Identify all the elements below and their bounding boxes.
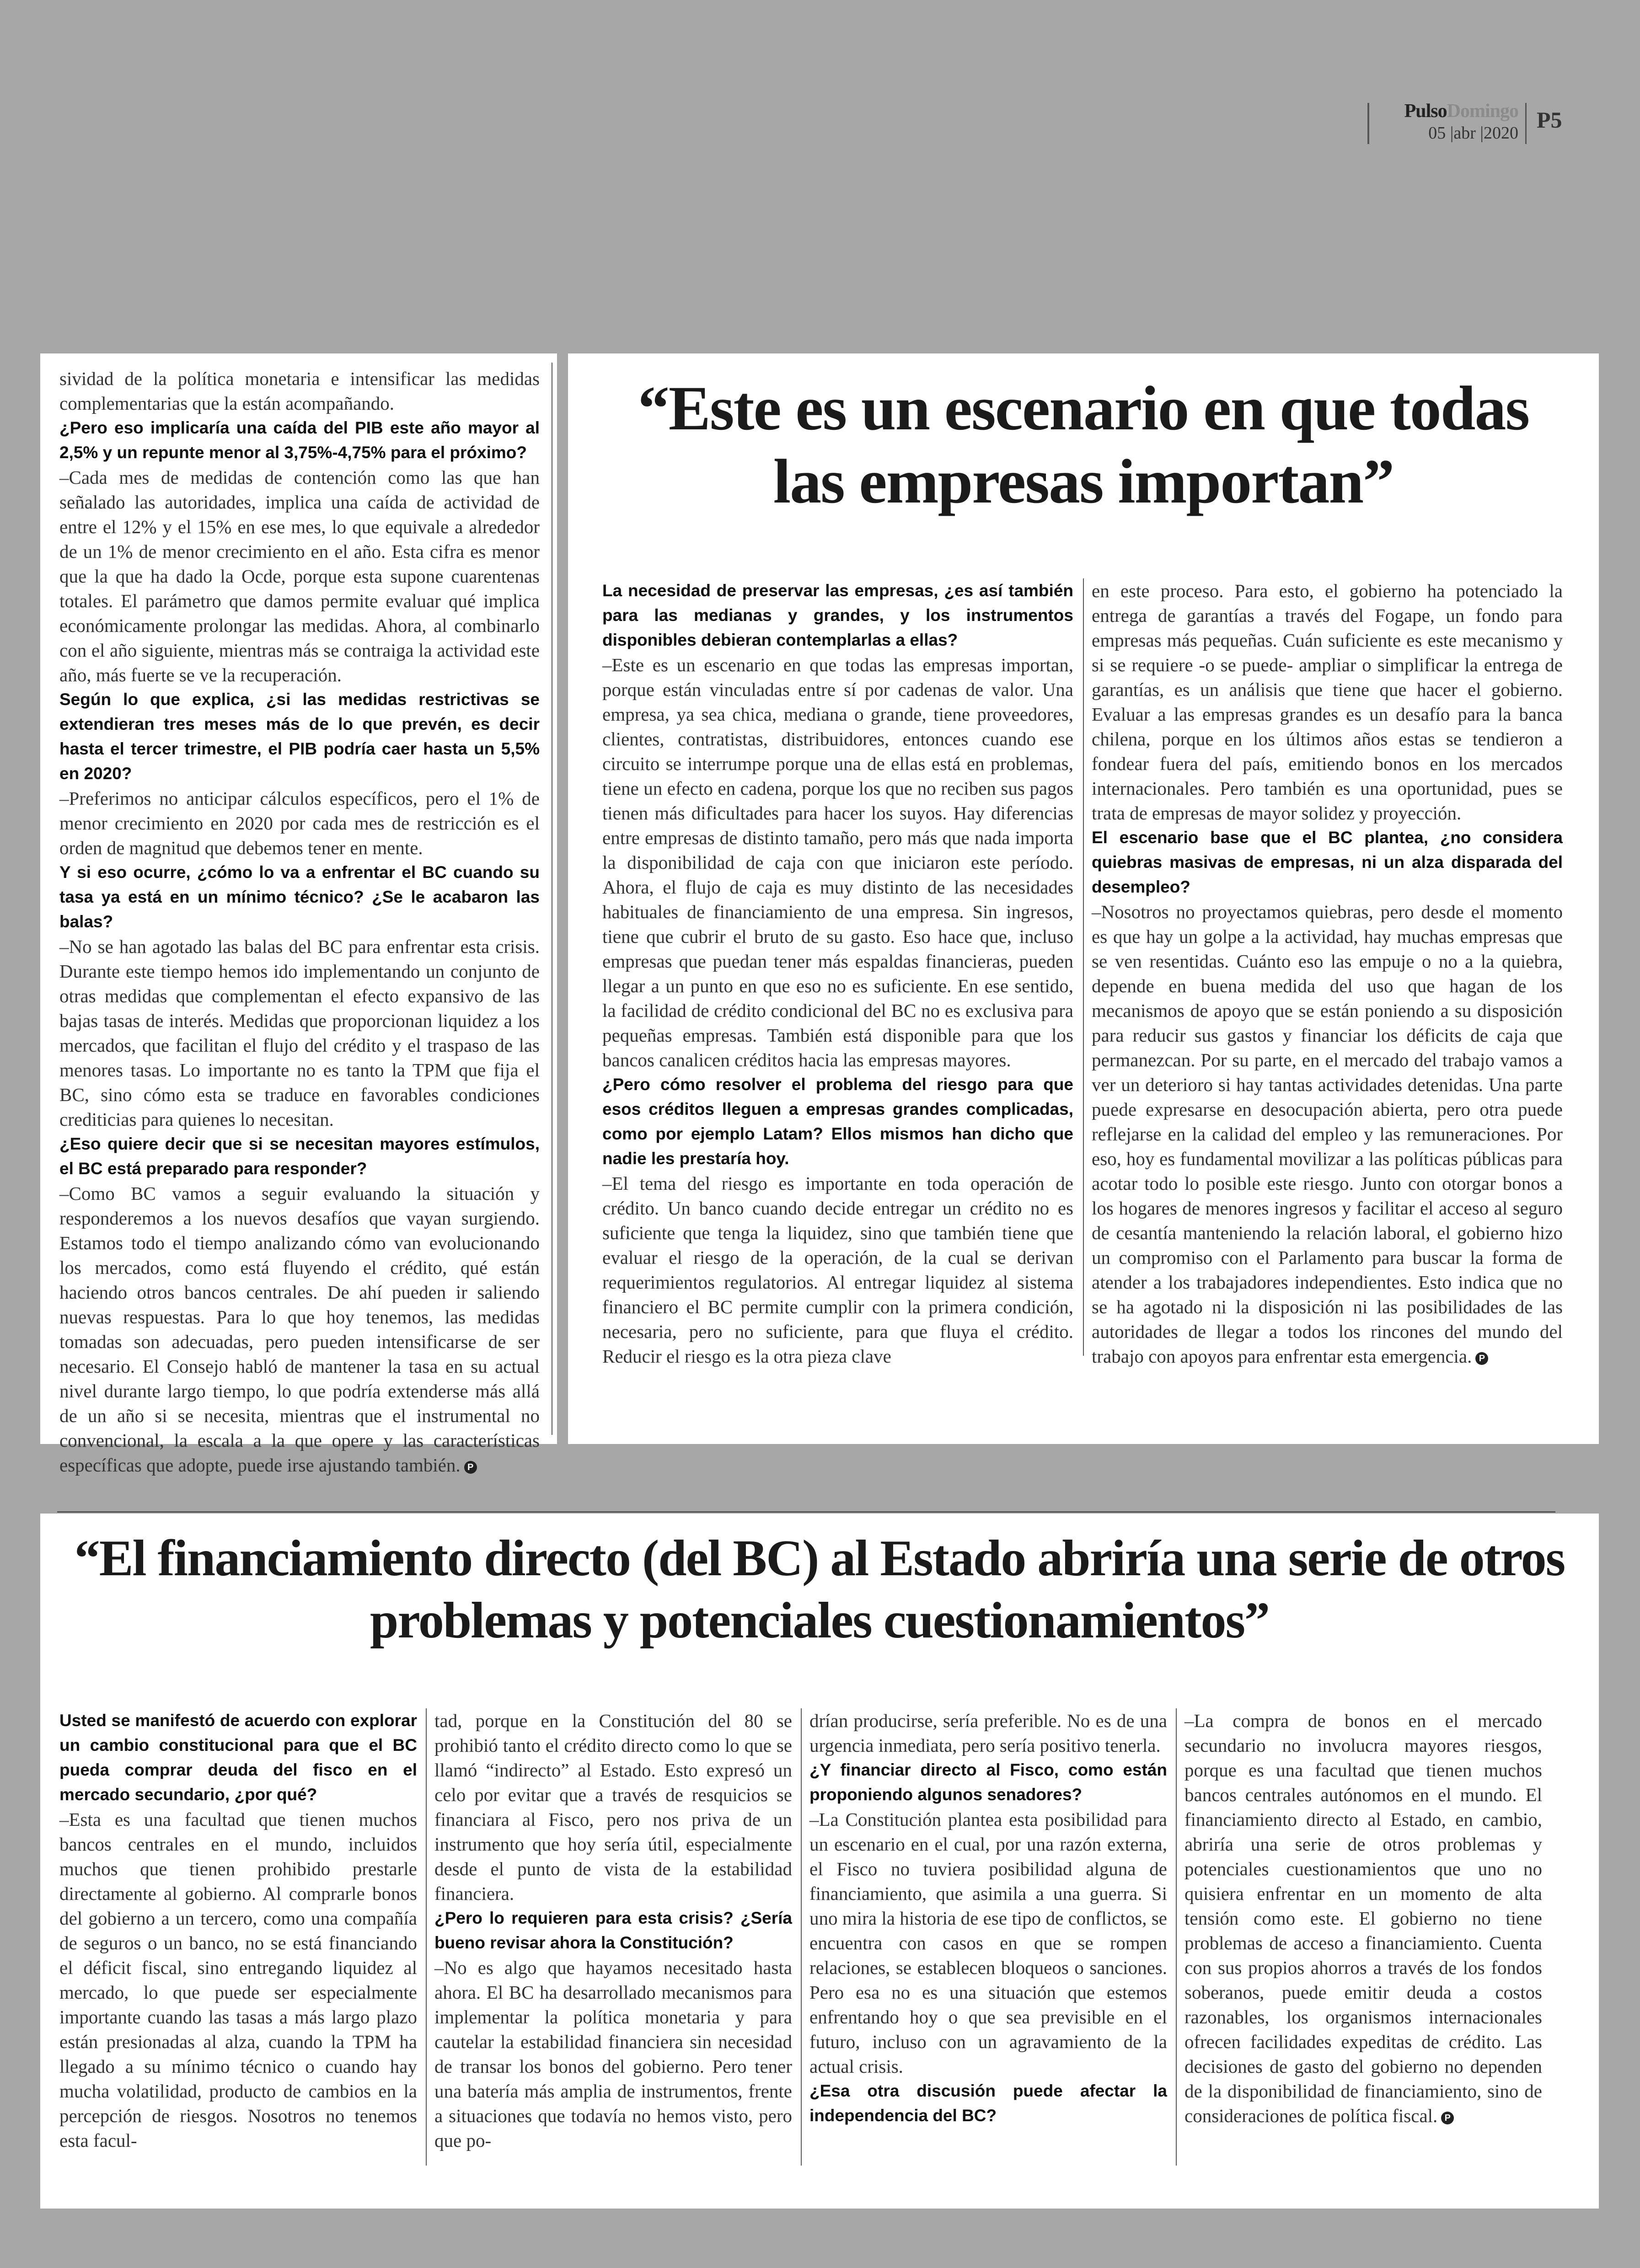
paragraph-text: –No se han agotado las balas del BC para enfrentar esta crisis. Durante este tiempo hemos ido implementando un conjunto de otras medidas que complementan el efecto expansivo de las bajas tasas de interés. Medidas que proporcionan liquidez a los mercados, que facilitan el flujo del crédito y el traspaso de las menores tasas. Lo importante no es tanto la TPM que fija el BC, sino cómo esta se traduce en favorables condiciones crediticias para quienes lo necesitan. xyxy=(59,936,540,1130)
interview-question xyxy=(59,687,540,786)
end-of-article-icon: P xyxy=(1441,2112,1454,2124)
interview-question xyxy=(59,1708,417,1807)
paragraph-text: Según lo que explica, ¿si las medidas restrictivas se extendieran tres meses más de lo que prevén, es decir hasta el tercer trimestre, el PIB podría caer hasta un 5,5% en 2020? xyxy=(59,690,540,783)
paragraph-text: tad, porque en la Constitución del 80 se prohibió tanto el crédito directo como lo que se llamó “indirecto” al Estado. Esto expresó un celo por evitar que a través de resquicios se financiara al Fisco, pero nos priva de un instrumento que hoy sería útil, especialmente desde el punto de vista de la estabilidad financiera. xyxy=(434,1710,792,1904)
interview-answer xyxy=(434,1955,792,2153)
interview-question xyxy=(59,860,540,934)
column-divider xyxy=(801,1708,802,2166)
interview-answer xyxy=(809,1708,1167,1758)
paragraph-text: ¿Pero lo requieren para esta crisis? ¿Sería bueno revisar ahora la Constitución? xyxy=(434,1909,792,1952)
masthead xyxy=(1367,103,1582,144)
interview-question xyxy=(809,2079,1167,2128)
interview-answer xyxy=(59,465,540,687)
masthead-rule xyxy=(1525,103,1527,144)
paragraph-text: –La Constitución plantea esta posibilidad para un escenario en el cual, por una razón externa, el Fisco no tuviera posibilidad alguna de financiamiento, que asimila a una guerra. Si uno mira la historia de ese tipo de conflictos, se encuentra con casos en que se rompen relaciones, se establecen bloqueos o sanciones. Pero esa no es una situación que estemos enfrentando hoy o que sea previsible en el futuro, incluso con un agravamiento de la actual crisis. xyxy=(809,1809,1167,2077)
article-column-2 xyxy=(1092,578,1563,1369)
paragraph-text: ¿Y financiar directo al Fisco, como están proponiendo algunos senadores? xyxy=(809,1760,1167,1804)
article-panel-financiamiento xyxy=(40,1514,1599,2209)
paragraph-text: Usted se manifestó de acuerdo con explorar un cambio constitucional para que el BC pueda comprar deuda del fisco en el mercado secundario, ¿por qué? xyxy=(59,1711,417,1804)
paragraph-text: Y si eso ocurre, ¿cómo lo va a enfrentar el BC cuando su tasa ya está en un mínimo técnico? ¿Se le acabaron las balas? xyxy=(59,863,540,931)
paragraph-text: drían producirse, sería preferible. No es de una urgencia inmediata, pero sería positivo tenerla. xyxy=(809,1710,1167,1756)
paragraph-text: –Preferimos no anticipar cálculos específicos, pero el 1% de menor crecimiento en 2020 por cada mes de restricción es el orden de magnitud que debemos tener en mente. xyxy=(59,788,540,858)
section-divider xyxy=(57,1511,1555,1513)
publication-name: PulsoDomingo xyxy=(1404,101,1518,122)
paragraph-text: –La compra de bonos en el mercado secundario no involucra mayores riesgos, porque es una facultad que tienen muchos bancos centrales autónomos en el mundo. El financiamiento directo al Estado, en cambio, abriría una serie de otros problemas y potenciales cuestionamientos que uno no quisiera enfrentar en un momento de alta tensión como este. El gobierno no tiene problemas de acceso a financiamiento. Cuenta con sus propios ahorros a través de los fondos soberanos, puede emitir deuda a costos razonables, los organismos internacionales ofrecen facilidades expeditas de crédito. Las decisiones de gasto del gobierno no dependen de la disponibilidad de financiamiento, sino de consideraciones de política fiscal. xyxy=(1184,1710,1542,2126)
interview-answer xyxy=(59,1181,540,1477)
interview-answer xyxy=(602,653,1073,1072)
column-divider xyxy=(1176,1708,1177,2166)
paragraph-text: –Cada mes de medidas de contención como las que han señalado las autoridades, implica una caída de actividad de entre el 12% y el 15% en ese mes, lo que equivale a alrededor de un 1% de menor crecimiento en el año. Esta cifra es menor que la que ha dado la Ocde, porque esta supone cuarentenas totales. El parámetro que damos permite evaluar qué implica económicamente prolongar las medidas. Ahora, al combinarlo con el año siguiente, mientras más se contraiga la actividad este año, más fuerte se ve la recuperación. xyxy=(59,467,540,685)
article-panel-empresas xyxy=(568,353,1599,1444)
interview-question xyxy=(434,1906,792,1955)
interview-answer xyxy=(59,366,540,416)
interview-question xyxy=(59,1132,540,1181)
end-of-article-icon: P xyxy=(464,1461,477,1474)
paragraph-text: –Este es un escenario en que todas las empresas importan, porque están vinculadas entre sí por cadenas de valor. Una empresa, ya sea chica, mediana o grande, tiene proveedores, clientes, contratistas, distribuidores, entonces cuando ese circuito se interrumpe porque una de ellas está en problemas, tiene un efecto en cadena, porque los que no reciben sus pagos tienen más dificultades para hacer los suyos. Hay diferencias entre empresas de distinto tamaño, pero más que nada importa la disponibilidad de caja con que iniciaron este período. Ahora, el flujo de caja es muy distinto de las necesidades habituales de financiamiento de una empresa. Sin ingresos, tiene que cubrir el bruto de su gasto. Eso hace que, incluso empresas que puedan tener más espaldas financieras, pueden llegar a un punto en que eso no es suficiente. En ese sentido, la facilidad de crédito condicional del BC no es exclusiva para pequeñas empresas. También está disponible para que los bancos canalicen créditos hacia las empresas mayores. xyxy=(602,654,1073,1070)
continuation-panel xyxy=(40,353,557,1476)
paragraph-text: –Nosotros no proyectamos quiebras, pero desde el momento es que hay un golpe a la actividad, hay muchas empresas que se ven resentidas. Cuánto eso las empuje o no a la quiebra, depende en buena medida del uso que hagan de los mecanismos de apoyo que se están poniendo a su disposición para reducir sus gastos y financiar los déficits de caja que permanezcan. Por su parte, en el mercado del trabajo vamos a ver un deterioro si hay tantas actividades detenidas. Una parte puede expresarse en desocupación abierta, pero otra puede reflejarse en la calidad del empleo y las remuneraciones. Por eso, hoy es fundamental movilizar a las políticas públicas para acotar todo lo posible este riesgo. Junto con otorgar bonos a los hogares de menores ingresos y facilitar el acceso al seguro de cesantía manteniendo la relación laboral, el gobierno hizo un compromiso con el Parlamento para buscar la forma de atender a los trabajadores independientes. Esto indica que no se ha agotado ni la disposición ni las posibilidades de las autoridades de llegar a todos los rincones del mundo del trabajo con apoyos para enfrentar esta emergencia. xyxy=(1092,901,1563,1367)
paragraph-text: ¿Pero cómo resolver el problema del riesgo para que esos créditos lleguen a empresas grandes complicadas, como por ejemplo Latam? Ellos mismos han dicho que nadie les prestaría hoy. xyxy=(602,1075,1073,1168)
paragraph-text: –No es algo que hayamos necesitado hasta ahora. El BC ha desarrollado mecanismos para implementar la política monetaria y para cautelar la estabilidad financiera sin necesidad de transar los bonos del gobierno. Pero tener una batería más amplia de instrumentos, frente a situaciones que todavía no hemos visto, pero que po- xyxy=(434,1957,792,2151)
column-divider xyxy=(426,1708,427,2166)
article-headline: “El financiamiento directo (del BC) al Estado abriría una serie de otros problemas y potenciales cuestionamientos” xyxy=(74,1530,1565,1649)
interview-answer xyxy=(602,1171,1073,1369)
interview-answer xyxy=(1184,1708,1542,2128)
paragraph-text: –Esta es una facultad que tienen muchos bancos centrales en el mundo, incluidos muchos que tienen prohibido prestarle directamente al gobierno. Al comprarle bonos del gobierno a un tercero, como una compañía de seguros o un banco, no se está financiando el déficit fiscal, sino entregando liquidez al mercado, lo que puede ser especialmente importante cuando las tasas a más largo plazo están presionadas al alza, cuando la TPM ha llegado a su mínimo técnico o cuando hay mucha volatilidad, producto de cambios en la percepción de riesgos. Nosotros no tenemos esta facul- xyxy=(59,1809,417,2151)
article-column-3 xyxy=(809,1708,1167,2128)
interview-answer xyxy=(1092,899,1563,1369)
paragraph-text: –El tema del riesgo es importante en toda operación de crédito. Un banco cuando decide entregar un crédito no es suficiente que tenga la liquidez, sino que también tiene que evaluar el riesgo de la operación, de la cual se derivan requerimientos regulatorios. Al entregar liquidez al sistema financiero el BC permite cumplir con la primera condición, necesaria, pero no suficiente, para que fluya el crédito. Reducir el riesgo es la otra pieza clave xyxy=(602,1173,1073,1367)
column-divider xyxy=(1083,578,1084,1356)
interview-question xyxy=(1092,825,1563,899)
article-column-1 xyxy=(602,578,1073,1369)
interview-question xyxy=(809,1758,1167,1807)
paragraph-text: ¿Esa otra discusión puede afectar la independencia del BC? xyxy=(809,2081,1167,2125)
interview-answer xyxy=(59,786,540,860)
paragraph-text: La necesidad de preservar las empresas, ¿es así también para las medianas y grandes, y los instrumentos disponibles debieran contemplarlas a ellas? xyxy=(602,581,1073,649)
article-column-1 xyxy=(59,1708,417,2153)
interview-answer xyxy=(1092,578,1563,825)
paragraph-text: ¿Pero eso implicaría una caída del PIB este año mayor al 2,5% y un repunte menor al 3,75%-4,75% para el próximo? xyxy=(59,418,540,462)
page-number: P5 xyxy=(1537,107,1562,133)
paragraph-text: en este proceso. Para esto, el gobierno ha potenciado la entrega de garantías a través del Fogape, un fondo para empresas más pequeñas. Cuán suficiente es este mecanismo y si se requiere -o se puede- ampliar o simplificar la entrega de garantías, es un análisis que tiene que hacer el gobierno. Evaluar a las empresas grandes es un desafío para la banca chilena, porque en los últimos años estas se tendieron a fondear fuera del país, emitiendo bonos en los mercados internacionales. Pero también es una oportunidad, pues se trata de empresas de mayor solidez y proyección. xyxy=(1092,580,1563,824)
article-headline: “Este es un escenario en que todas las empresas importan” xyxy=(638,373,1529,516)
article-column-2 xyxy=(434,1708,792,2153)
interview-answer xyxy=(809,1807,1167,2079)
interview-answer xyxy=(59,1807,417,2153)
interview-answer xyxy=(59,934,540,1132)
paragraph-text: ¿Eso quiere decir que si se necesitan mayores estímulos, el BC está preparado para responder? xyxy=(59,1134,540,1178)
publication-date: 05 |abr |2020 xyxy=(1428,123,1518,143)
paragraph-text: El escenario base que el BC plantea, ¿no considera quiebras masivas de empresas, ni un alza disparada del desempleo? xyxy=(1092,828,1563,896)
interview-answer xyxy=(434,1708,792,1906)
paragraph-text: sividad de la política monetaria e intensificar las medidas complementarias que la están acompañando. xyxy=(59,368,540,414)
interview-question xyxy=(59,416,540,465)
paragraph-text: –Como BC vamos a seguir evaluando la situación y responderemos a los nuevos desafíos que vayan surgiendo. Estamos todo el tiempo analizando cómo van evolucionando los mercados, como está fluyendo el crédito, qué están haciendo otros bancos centrales. De ahí pueden ir saliendo nuevas respuestas. Para lo que hoy tenemos, las medidas tomadas son adecuadas, pero pueden intensificarse de ser necesario. El Consejo habló de mantener la tasa en su actual nivel durante largo tiempo, lo que podría extenderse más allá de un año si se necesita, mientras que el instrumental no convencional, la escala a la que opere y las características específicas que adopte, puede irse ajustando también. xyxy=(59,1183,540,1476)
article-column-4 xyxy=(1184,1708,1542,2128)
interview-question xyxy=(602,1072,1073,1171)
continuation-column xyxy=(59,366,540,1477)
end-of-article-icon: P xyxy=(1475,1352,1488,1365)
interview-question xyxy=(602,578,1073,653)
masthead-rule xyxy=(1367,103,1369,144)
